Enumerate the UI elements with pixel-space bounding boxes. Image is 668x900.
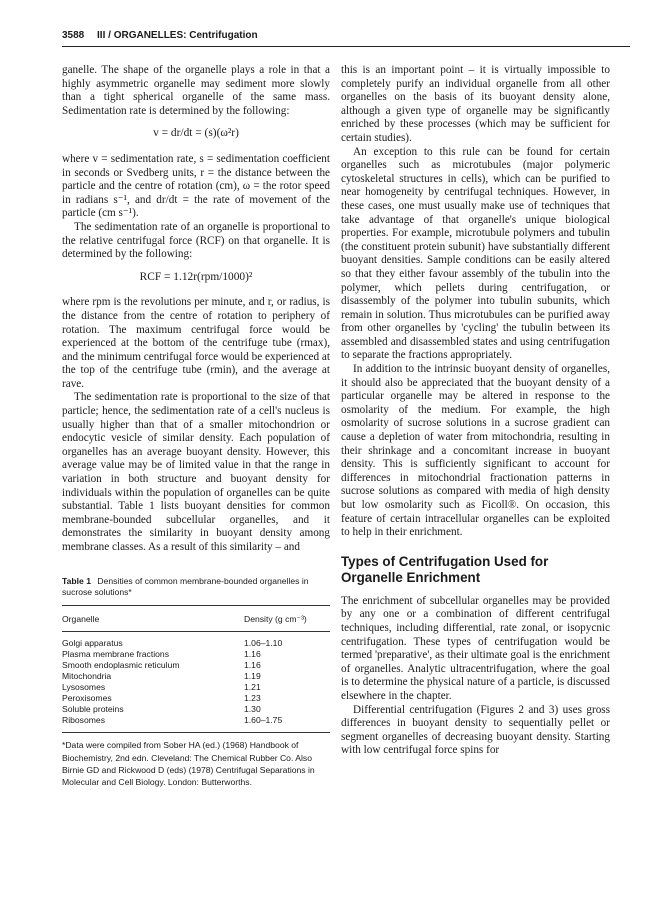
density-value: 1.60–1.75	[244, 715, 283, 726]
table-row	[62, 660, 330, 671]
organelle-name: Peroxisomes	[62, 693, 112, 704]
organelle-name: Soluble proteins	[62, 704, 124, 715]
table-label: Table 1	[62, 575, 91, 586]
table-row	[62, 693, 330, 704]
density-value: 1.06–1.10	[244, 638, 283, 649]
organelle-name: Lysosomes	[62, 682, 106, 693]
column-header-density: Density (g cm⁻³)	[244, 613, 307, 624]
density-value: 1.21	[244, 682, 261, 693]
density-value: 1.19	[244, 671, 261, 682]
paragraph: In addition to the intrinsic buoyant density of organelles, it should also be appreciated that the buoyant density of a particular organelle may be altered in response to the osmolarity of the medium. For example, the high osmolarity of sucrose solutions in a sucrose gradient can cause a depletion of water from mitochondria, resulting in their shrinkage and a concomitant increase in buoyant density. This is sufficiently significant to account for differences in mitochondrial fractionation patterns in sucrose solutions as compared with media of high density but low osmolarity such as Ficoll®. On occasion, this feature of certain intracellular organelles can be exploited to help in their enrichment.	[341, 363, 610, 539]
running-header	[62, 30, 630, 41]
table-row	[62, 682, 330, 693]
density-value: 1.30	[244, 704, 261, 715]
table-row	[62, 671, 330, 682]
table-1	[62, 576, 330, 789]
column-header-organelle: Organelle	[62, 613, 100, 624]
paragraph: The enrichment of subcellular organelles may be provided by any one or a combination of different centrifugal techniques, including differential, rate zonal, or isopycnic centrifugation. These types of centrifugation would be termed 'preparative', as their ultimate goal is the enrichment of organelles. Analytic ultracentrifugation, where the goal is to determine the physical nature of a particle, is discussed elsewhere in the chapter.	[341, 594, 610, 702]
paragraph: The sedimentation rate of an organelle is proportional to the relative centrifugal force (RCF) on that organelle. It is determined by the following:	[62, 220, 330, 261]
paragraph: An exception to this rule can be found for certain organelles such as microtubules (major polymeric cytoskeletal structures in cells), which can be purified to near homogeneity by centrifugal techniques. However, in these cases, one must usually make use of techniques that take advantage of that organelle's unique biological properties. For example, microtubule polymers and tubulin (the constituent protein subunit) have substantially different buoyant densities. Sample conditions can be easily altered so that they either favour assembly of the tubulin into the polymer, which pellets during centrifugation, or disassembly of the polymer into tubulin subunits, which remain in solution. Thus microtubules can be purified away from other organelles by 'cycling' the tubulin between its assembled and disassembled states and using centrifugation to separate the fractions appropriately.	[341, 145, 610, 362]
paragraph: ganelle. The shape of the organelle plays a role in that a highly asymmetric organelle may sediment more slowly than a tight spherical organelle of the same mass. Sedimentation rate is determined by the following:	[62, 64, 330, 117]
density-value: 1.16	[244, 660, 261, 671]
running-title: III / ORGANELLES: Centrifugation	[97, 30, 258, 41]
table-footnote: *Data were compiled from Sober HA (ed.) (1968) Handbook of Biochemistry, 2nd edn. Cleveland: The Chemical Rubber Co. Also Birnie GD and Rickwood D (eds) (1978) Centrifugal Separations in Molecular and Cell Biology. London: Butterworths.	[62, 740, 315, 788]
page-number: 3588	[62, 30, 85, 41]
table-caption	[62, 576, 330, 598]
paragraph: Differential centrifugation (Figures 2 and 3) uses gross differences in buoyant density to sequentially pellet or segment organelles of decreasing buoyant density. Starting with low centrifugal force spins for	[341, 703, 610, 757]
paragraph: The sedimentation rate is proportional to the size of that particle; hence, the sedimentation rate of a cell's nucleus is usually higher than that of a smaller mitochondrion or endocytic vesicle of similar density. Each population of organelles has an average buoyant density. However, this average value may be of limited value in that the range in variation in both structure and buoyant density for individuals within the population of organelles can be quite substantial. Table 1 lists buoyant densities for common membrane-bounded subcellular organelles, and it demonstrates the similarity in buoyant density among membrane classes. As a result of this similarity – and	[62, 391, 330, 553]
left-column	[62, 64, 330, 789]
density-value: 1.16	[244, 649, 261, 660]
table-body	[62, 632, 330, 733]
table-row	[62, 715, 330, 726]
table-header-row	[62, 605, 330, 633]
organelle-name: Mitochondria	[62, 671, 112, 682]
organelle-name: Ribosomes	[62, 715, 105, 726]
paragraph: where rpm is the revolutions per minute, and r, or radius, is the distance from the centre of rotation to periphery of rotation. The maximum centrifugal force would be experienced at the bottom of the centrifuge tube (rmax), and the minimum centrifugal force would be experienced at the top of the centrifuge tube (rmin), and the average at rave.	[62, 296, 330, 390]
header-rule	[62, 46, 630, 47]
section-heading: Types of Centrifugation Used for Organelle Enrichment	[341, 553, 549, 585]
paragraph: where v = sedimentation rate, s = sedimentation coefficient in seconds or Svedberg units, r = the distance between the particle and the centre of rotation (cm), ω = the rotor speed in radians s⁻¹, and dr/dt = the rate of movement of the particle (cm s⁻¹).	[62, 152, 330, 220]
paragraph: this is an important point – it is virtually impossible to completely purify an individual organelle from all other organelles on the basis of its buoyant density alone, although a given type of organelle may be significantly enriched by these processes (which may be sufficient for certain studies).	[341, 64, 610, 144]
organelle-name: Plasma membrane fractions	[62, 649, 169, 660]
table-row	[62, 704, 330, 715]
density-value: 1.23	[244, 693, 261, 704]
table-caption-text: Densities of common membrane-bounded organelles in sucrose solutions*	[62, 575, 309, 597]
equation-rcf: RCF = 1.12r(rpm/1000)²	[139, 270, 253, 283]
table-row	[62, 649, 330, 660]
table-row	[62, 638, 330, 649]
right-column	[341, 64, 610, 758]
organelle-name: Smooth endoplasmic reticulum	[62, 660, 180, 671]
equation-sedimentation-rate: v = dr/dt = (s)(ω²r)	[153, 127, 239, 140]
organelle-name: Golgi apparatus	[62, 638, 123, 649]
